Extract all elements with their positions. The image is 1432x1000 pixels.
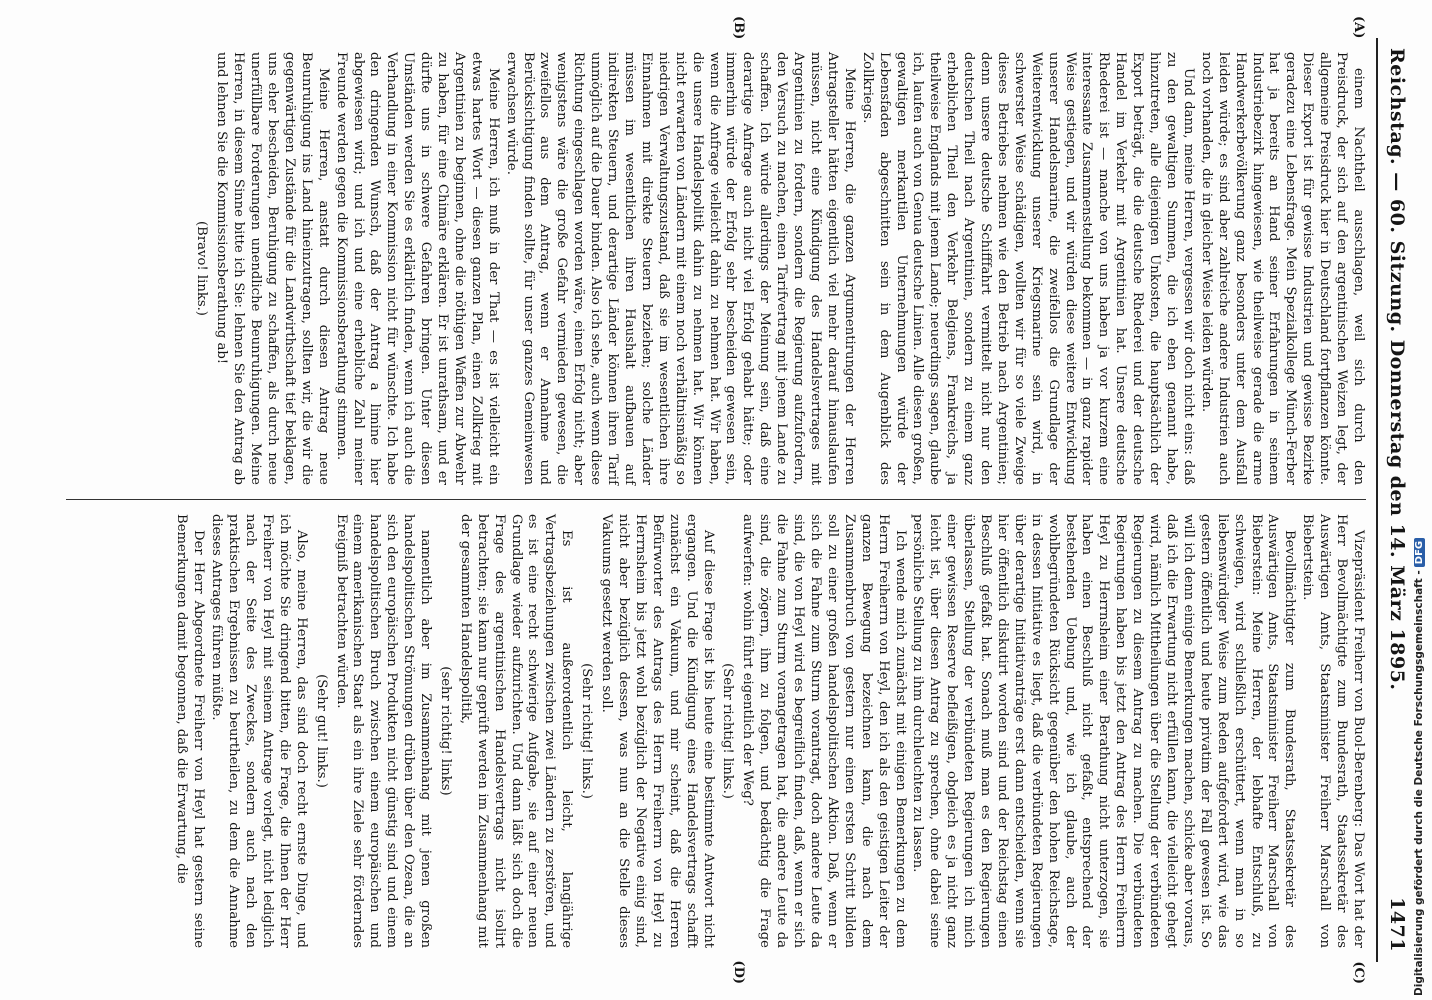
paragraph: namentlich aber im Zusammenhang mit jenen großen handelspolitischen Strömungen drüben über den Ozean, die an sich den europäischen Produkten nicht günstig sind und einem handelspolitischen Bruch zwischen einem europäischen und einem amerikanischen Staat als ein ihre Ziele sehr förderndes Ereigniß betrachten würden.	[333, 514, 434, 948]
page-number: 1471	[1386, 897, 1408, 952]
interjection: (Sehr richtig! links.)	[720, 663, 736, 799]
rotated-document-page	[46, 16, 1426, 984]
paragraph: Der Herr Abgeordnete Freiherr von Heyl hat gestern seine Bemerkungen damit begonnen, daß die Erwartung, die	[174, 514, 207, 948]
running-head: Reichstag. — 60. Sitzung. Donnerstag den 14. März 1895.	[1386, 48, 1408, 691]
paragraph: Meine Herren, die ganzen Argumentirungen der Herren Antragsteller hätten eigentlich viel mehr darauf hinauslaufen müssen, nicht eine Kündigung des Handelsvertrages mit Argentinien zu fordern, sondern die Regierung aufzufordern, den Versuch zu machen, einen Tarifvertrag mit jenem Lande zu schaffen. Ich würde allerdings der Meinung sein, daß eine derartige Anfrage auch nicht viel Erfolg gehabt hätte; oder immerhin würde der Erfolg sehr bescheiden gewesen sein, wenn die Anfrage vielleicht dahin zu nehmen hat. Wir haben, die unsere Handelspolitik dahin zu nehmen hat. Wir können nicht erwarten von Ländern mit einem noch verhältnismäßig so niedrigen Verwaltungszustand, daß sie im wesentlichen ihre Einnahmen mit direkte Steuern beziehen; solche Länder müssen im wesentlichen ihren Haushalt aufbauen auf indirekten Steuern, und derartige Länder können ihren Tarif unmöglich auf die Dauer binden. Also ich sehe, auch wenn diese Richtung eingeschlagen worden wäre, einen Erfolg nicht; aber wenigstens wäre die große Gefahr vermieden gewesen, die zweifellos aus dem Antrag, wenn er Annahme und Berücksichtigung finden sollte, für unser ganzes Gemeinwesen erwachsen würde.	[503, 52, 857, 485]
credit-text: Digitalisierung gefördert durch die Deutsche Forschungsgemeinschaft -	[1413, 570, 1425, 996]
interjection: (Sehr richtig! links.)	[579, 663, 595, 799]
paragraph: Meine Herren, anstatt durch diesen Antrag neue Beunruhigung ins Land hineinzutragen, sollten wir, die wir die gegenwärtigen Zustände für die Landwirthschaft tief beklagen, uns eher bescheiden, Beruhigung zu schaffen, als durch neue unerfüllbare Forderungen unendliche Beunruhigungen. Meine Herren, in diesem Sinne bitte ich Sie: lehnen Sie den Antrag ab und lehnen Sie die Kommissionsberathung ab!	[214, 52, 331, 485]
margin-letter-b: (B)	[731, 16, 746, 40]
margin-letter-d: (D)	[731, 960, 746, 984]
paragraph: Es ist außerordentlich leicht, langjährige Vertragsbeziehungen zwischen zwei Ländern zu zerstören, und es ist eine recht schwierige Aufgabe, sie auf einer neuen Grundlage wieder aufzurichten. Und dann läßt sich doch die Frage des argentinischen Handelsvertrags nicht isolirt betrachten; sie kann nur geprüft werden im Zusammenhang mit der gesammten Handelspolitik,	[457, 514, 575, 948]
digitization-credit	[1413, 538, 1425, 996]
left-column	[66, 38, 1366, 500]
dfg-logo: DFG	[1414, 538, 1425, 567]
right-column	[66, 500, 1366, 962]
margin-letter-c: (C)	[1351, 961, 1366, 984]
paragraph: Bevollmächtigter zum Bundesrath, Staatssekretär des Auswärtigen Amts, Staatsminister Freiherr Marschall von Bieberstein: Meine Herren, der lebhafte Entschluß, zu schweigen, wird schließlich erschüttert, wenn man in so liebenswürdiger Weise zum Reden aufgefordert wird, wie das gestern öffentlich und heute privatim der Fall gewesen ist. So will ich denn einige Bemerkungen machen, schicke aber voraus, daß ich die Erwartung nicht erfüllen kann, die vielleicht gehegt wird, nämlich Mittheilungen über die Stellung der verbündeten Regierungen zu diesem Antrag zu machen. Die verbündeten Regierungen haben bis jetzt den Antrag des Herrn Freiherrn Heyl zu Herrnsheim einer Berathung nicht unterzogen, sie haben einen Beschluß nicht gefaßt, entsprechend der bestehenden Uebung und, wie ich glaube, auch der wohlbegründeten Rücksicht gegenüber den hohen Reichstage, in dessen Initiative es liegt, daß die verbündeten Regierungen über derartige Initiativanträge erst dann entscheiden, wenn sie hier öffentlich diskutirt worden sind und der Reichstag einen Beschluß gefaßt hat. Sonach muß man es den Regierungen überlassen, Stellung der verbündeten Regierungen ich mich einer gewissen Reserve befleißigen, obgleich es ja nicht ganz leicht ist, über diesen Antrag zu sprechen, ohne dabei seine persönliche Stellung zu ihm durchleuchten zu lassen.	[910, 514, 1298, 948]
header-rule	[1376, 38, 1378, 962]
paragraph: Und dann, meine Herren, vergessen wir doch nicht eins: daß zu den gewaltigen Summen, die ich eben genannt habe, hinzutreten, alle diejenigen Unkosten, die hauptsächlich der Export beträgt, die die deutsche Rhederei und der deutsche Handel im Verkehr mit Argentinien hat. Unsere deutsche Rhederei ist — manche von uns haben ja vor kurzem eine interessante Zusammenstellung bekommen — in ganz rapider Weise gestiegen, und wir würden diese weitere Entwicklung unserer Handelsmarine, die zweifellos die Grundlage der Weiterentwicklung unserer Kriegsmarine sein wird, in schwerster Weise schädigen, wollten wir für so viele Zweige dieses Betriebes nehmen wie den Betrieb nach Argentinien; denn unsere deutsche Schifffahrt vermittelt nicht nur den deutschen Theil nach Argentinien, sondern zu einem ganz erheblichen Theil den Verkehr Belgiens, Frankreichs, ja theilweise Englands mit jenem Lande; neuerdings sagen, glaube ich, laufen auch von Genua deutsche Linien. Alle diesen großen, gewaltigen merkantilen Unternehmungen würde der Lebensfaden abgeschnitten sein in dem Augenblick des Zollkriegs.	[859, 52, 1196, 485]
paragraph: Auf diese Frage ist bis heute eine bestimmte Antwort nicht ergangen. Und die Kündigung eines Handelsvertrags schafft zunächst ein Vakuum, und mir scheint, daß die Herren Befürworter des Antrags des Herrn Freiherrn von Heyl zu Herrnsheim bis jetzt wohl bezüglich der Negative einig sind, nicht aber bezüglich dessen, was nun an die Stelle dieses Vakuums gesetzt werden soll.	[599, 514, 716, 948]
text-columns	[66, 38, 1366, 962]
paragraph: Meine Herren, ich muß in der That — es ist vielleicht ein etwas hartes Wort — diesen ganzen Plan, einen Zollkrieg mit Argentinien zu beginnen, ohne die nöthigen Waffen zur Abwehr zu haben, für eine Chimäre erklären. Er ist unrathsam, und er dürfte uns in schwere Gefahren bringen. Unter diesen Umständen werden Sie es erklärlich finden, wenn ich auch die Verhandlung in einer Kommission nicht für wünschte. Ich habe den dringenden Wunsch, daß der Antrag a limine hier abgewiesen wird; und ich und eine erhebliche Zahl meiner Freunde werden gegen die Kommissionsberathung stimmen.	[333, 52, 501, 485]
page-header	[1382, 18, 1412, 978]
paragraph: einem Nachtheil ausschlagen, weil sich durch den Preisdruck, der sich auf den argentinischen Weizen legt, der allgemeine Preisdruck hier in Deutschland fortpflanzen könnte. Dieser Export ist für gewisse Industrien und gewisse Bezirke geradezu eine Lebensfrage. Mein Spezialkollege Münch-Ferber hat ja bereits an Hand seiner Erfahrungen in seinem Industriebezirk hingewiesen, wie theilweise gerade die arme Handwerkerbevölkerung ganz besonders unter dem Ausfall leiden würde; es sind aber zahlreiche andere Industrien auch noch vorhanden, die in gleicher Weise leiden würden.	[1198, 52, 1366, 485]
interjection: (sehr richtig! links)	[437, 666, 453, 796]
margin-letter-a: (A)	[1351, 16, 1366, 39]
paragraph: Also, meine Herren, das sind doch recht ernste Dinge, und ich möchte Sie dringend bitten, die Frage, die Ihnen der Herr Freiherr von Heyl mit seinem Antrage vorlegt, nicht lediglich nach der Seite des Zweckes, sondern auch nach den praktischen Ergebnissen zu beurtheilen, zu dem die Annahme dieses Antrages führen müßte.	[209, 514, 309, 948]
paragraph: Vizepräsident Freiherr von Buol-Berenberg: Das Wort hat der Herr Bevollmächtigte zum Bundesrath, Staatssekretär des Auswärtigen Amts, Staatsminister Freiherr Marschall von Biebertstein.	[1300, 514, 1366, 948]
interjection: (Bravo! links.)	[194, 221, 210, 316]
paragraph: Ich wende mich zunächst mit einigen Bemerkungen zu dem Herrn Freiherrn von Heyl, den ich als den geistigen Leiter der ganzen Bewegung bezeichnen kann, die nach dem Zusammenbruch von gestern nur einen ersten Schritt bilden soll zu einer großen handelspolitischen Aktion. Daß, wenn er sich die Fahne zum Sturm vorantragt, doch andere Leute da sind, die von Heyl wird es begreiflich finden, daß, wenn er sich die Fahne zum Sturm vorangetragen hat, die andere Leute da sind, die zögern, ihm zu folgen, und bedächtig die Frage aufwerfen: wohin führt eigentlich der Weg?	[740, 514, 908, 948]
interjection: (Sehr gut! links.)	[313, 674, 329, 788]
